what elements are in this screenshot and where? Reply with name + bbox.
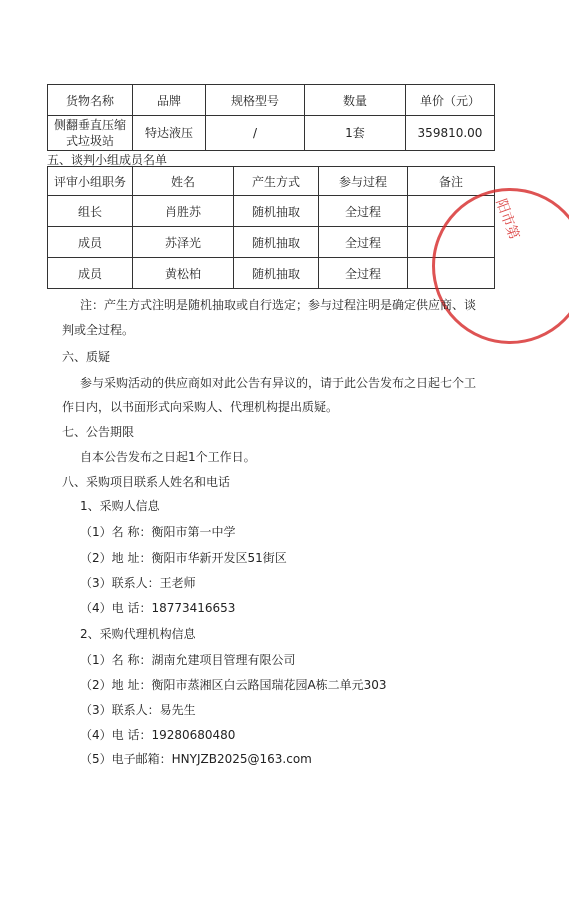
agency-name: （1）名 称：湖南允建项目管理有限公司	[80, 653, 296, 667]
goods-model-cell: /	[206, 116, 305, 151]
section5-title: 五、谈判小组成员名单	[47, 153, 168, 167]
goods-name-line: 侧翻垂直压缩	[53, 118, 126, 132]
panel-role-cell: 组长	[48, 196, 133, 227]
panel-role-cell: 成员	[48, 227, 133, 258]
section6-text: 作日内，以书面形式向采购人、代理机构提出质疑。	[62, 400, 339, 414]
purchaser-name: （1）名 称：衡阳市第一中学	[80, 525, 236, 539]
goods-header-cell: 规格型号	[206, 85, 305, 116]
panel-header-cell: 产生方式	[234, 167, 319, 196]
agency-address: （2）地 址：衡阳市蒸湘区白云路国瑞花园A栋二单元303	[80, 678, 387, 692]
panel-name-cell: 肖胜苏	[133, 196, 234, 227]
panel-process-cell: 全过程	[319, 196, 408, 227]
section6-title: 六、质疑	[62, 350, 111, 364]
panel-table-row	[48, 258, 495, 289]
panel-process-cell: 全过程	[319, 227, 408, 258]
panel-header-cell: 参与过程	[319, 167, 408, 196]
panel-table-row	[48, 227, 495, 258]
goods-header-cell: 货物名称	[48, 85, 133, 116]
panel-name-cell: 苏泽光	[133, 227, 234, 258]
panel-method-cell: 随机抽取	[234, 258, 319, 289]
panel-table-row	[48, 196, 495, 227]
note-line: 注：产生方式注明是随机抽取或自行选定；参与过程注明是确定供应商、谈	[80, 298, 477, 312]
agency-title: 2、采购代理机构信息	[80, 627, 196, 641]
goods-header-cell: 数量	[305, 85, 406, 116]
panel-header-cell: 姓名	[133, 167, 234, 196]
agency-phone: （4）电 话：19280680480	[80, 728, 236, 742]
panel-header-cell: 备注	[408, 167, 495, 196]
official-seal	[432, 188, 569, 344]
goods-table-header-row	[48, 85, 495, 116]
section7-text: 自本公告发布之日起1个工作日。	[80, 450, 256, 464]
goods-brand-cell: 特达液压	[133, 116, 206, 151]
goods-name-line: 式垃圾站	[65, 134, 114, 148]
panel-table-header-row	[48, 167, 495, 196]
purchaser-title: 1、采购人信息	[80, 499, 160, 513]
panel-method-cell: 随机抽取	[234, 196, 319, 227]
panel-name-cell: 黄松柏	[133, 258, 234, 289]
panel-process-cell: 全过程	[319, 258, 408, 289]
panel-method-cell: 随机抽取	[234, 227, 319, 258]
goods-price-cell: 359810.00	[406, 116, 495, 151]
purchaser-contact: （3）联系人：王老师	[80, 576, 196, 590]
section6-text: 参与采购活动的供应商如对此公告有异议的，请于此公告发布之日起七个工	[80, 376, 477, 390]
purchaser-phone: （4）电 话：18773416653	[80, 601, 236, 615]
section8-title: 八、采购项目联系人姓名和电话	[62, 475, 231, 489]
panel-table	[47, 166, 495, 289]
seal-text: 阳市第	[492, 196, 522, 242]
purchaser-address: （2）地 址：衡阳市华新开发区51街区	[80, 551, 287, 565]
goods-table	[47, 84, 495, 151]
agency-email: （5）电子邮箱：HNYJZB2025@163.com	[80, 752, 312, 766]
note-line: 判或全过程。	[62, 323, 135, 337]
section7-title: 七、公告期限	[62, 425, 135, 439]
agency-contact: （3）联系人：易先生	[80, 703, 196, 717]
goods-header-cell: 单价（元）	[406, 85, 495, 116]
goods-quantity-cell: 1套	[305, 116, 406, 151]
goods-header-cell: 品牌	[133, 85, 206, 116]
panel-header-cell: 评审小组职务	[48, 167, 133, 196]
goods-table-row	[48, 116, 495, 151]
goods-name-cell	[48, 116, 133, 151]
panel-role-cell: 成员	[48, 258, 133, 289]
